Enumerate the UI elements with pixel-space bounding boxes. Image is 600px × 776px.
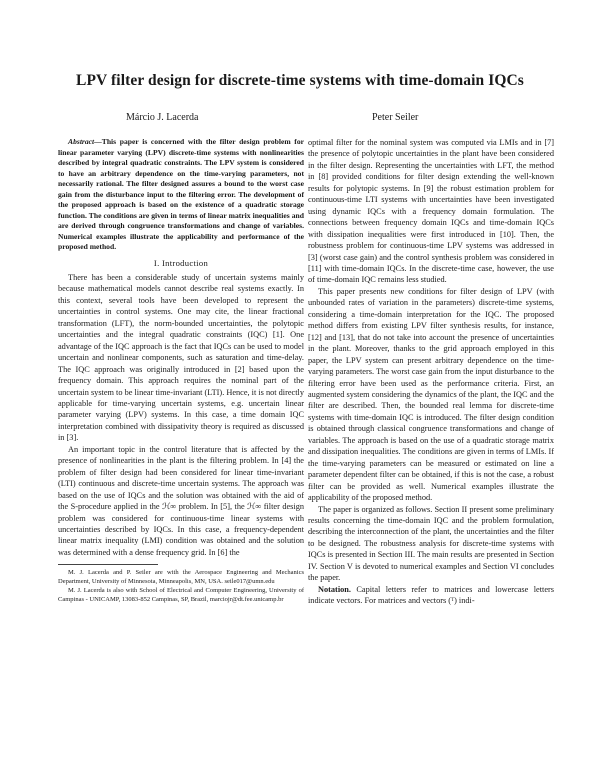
body-paragraph: There has been a considerable study of uncertain systems mainly because mathematical models cannot describe real systems exactly. In this context, several tools have been developed to represent the uncertainties in control systems. One may cite, the linear fractional transformation (LFT), the norm-bounded uncertainties, the polytopic uncertainties and the integral quadratic constraints (IQC) [1]. One advantage of the IQC approach is the fact that IQCs can be used to model uncertain and nonlinear components, such as saturation and time-delay. The IQC approach was originally introduced in [2] based upon the frequency domain. This approach requires the nominal part of the uncertain system to be linear time-invariant (LTI). Hence, it is not directly applicable for time-varying uncertain systems, e.g. uncertain linear parameter varying (LPV) systems. In this case, a time domain IQC interpretation combined with dissipativity theory is required as discussed in [3].: [58, 273, 304, 443]
paper-title: LPV filter design for discrete-time systems with time-domain IQCs: [76, 72, 524, 89]
footnote-rule: [58, 564, 158, 565]
author-name: Peter Seiler: [372, 112, 419, 123]
notation-paragraph: [308, 584, 554, 607]
footnote: M. J. Lacerda is also with School of Electrical and Computer Engineering, University of Campinas - UNICAMP, 13083-852 Campinas, SP, Brazil, marciojr@dt.fee.unicamp.br: [58, 587, 304, 603]
abstract-text: —This paper is concerned with the filter design problem for linear parameter varying (LPV) discrete-time systems with nonlinearities described by integral quadratic constraints. The LPV system is considered to have an arbitrary dependence on the time-varying parameters, not necessarily rational. The filter designed assures a bound to the worst case gain from the disturbance input to the filtering error. The development of the proposed approach is based on the existence of a quadratic storage function. The conditions are given in terms of linear matrix inequalities and are derived through congruence transformations and change of variables. Numerical examples illustrate the applicability and performance of the proposed method.: [58, 137, 304, 252]
author-name: Márcio J. Lacerda: [126, 112, 199, 123]
body-paragraph: The paper is organized as follows. Section II present some preliminary results concerning the time-domain IQC and the problem formulation, describing the interconnection of the plant, the uncertainties and the filter to be designed. The robustness analysis for discrete-time systems with IQCs is presented in Section III. The main results are presented in Section IV. Section V is devoted to numerical examples and Section VI concludes the paper.: [308, 504, 554, 583]
abstract: [58, 137, 304, 253]
abstract-label: Abstract: [68, 137, 95, 146]
notation-label: Notation.: [318, 584, 351, 594]
section-heading: I. Introduction: [153, 258, 209, 269]
right-column: [308, 137, 554, 607]
left-column: [58, 137, 304, 604]
body-paragraph: An important topic in the control literature that is affected by the presence of nonlinearities in the plant is the filtering problem. In [4] the problem of filter design had been considered for linear time-invariant (LTI) continuous and discrete-time uncertain systems. The approach was based on the use of IQCs and the solution was obtained with the aid of the S-procedure applied in the ℋ∞ problem. In [5], the ℋ∞ filter design problem was considered for continuous-time linear systems with uncertainties described by IQCs. In this case, a frequency-dependent linear matrix inequality (LMI) condition was obtained and the solution was determined with a dense frequency grid. In [6] the: [58, 444, 304, 557]
body-paragraph: This paper presents new conditions for filter design of LPV (with unbounded rates of variation in the parameters) discrete-time systems, considering a time-domain interpretation for the IQC. The proposed method differs from existing LPV filter synthesis results, for instance, [12] and [13], that do not take into account the presence of uncertainties in the plant. Moreover, thanks to the grid approach employed in this paper, the LPV system can present arbitrary dependence on the time-varying parameters. The worst case gain from the input disturbance to the filtering error have been used as the performance criteria. First, an augmented system considering the dynamics of the plant, the IQC and the filter are described. Then, the bounded real lemma for discrete-time systems with time-domain IQC is introduced. The filter design condition is obtained through classical congruence transformations and change of variables. The approach is based on the use of a quadratic storage matrix and dissipation inequalities. The conditions are given in terms of LMIs. If the time-varying parameters can be measured or estimated on line a parameter dependent filter can be obtained, if this is not the case, a robust filter can be provided as well. Numerical examples illustrate the applicability of the proposed method.: [308, 286, 554, 503]
footnote: M. J. Lacerda and P. Seiler are with the Aerospace Engineering and Mechanics Department, University of Minnesota, Minneapolis, MN, USA. seile017@umn.edu: [58, 569, 304, 585]
body-paragraph: optimal filter for the nominal system was computed via LMIs and in [7] the presence of polytopic uncertainties in the plant have been considered in the filter design. Representing the uncertainties with LFT, the method in [8] provided conditions for filter design extending the well-known results for polytopic systems. In [9] the robust estimation problem for continuous-time LTI systems with uncertainties have been investigated using dynamic IQCs with a frequency domain formulation. The connections between frequency domain IQCs and time-domain IQCs with dissipation inequalities were first introduced in [10]. Then, the robustness problem for continuous-time LPV systems was addressed in [3] (worst case gain) and the control synthesis problem was considered in [11] with time-domain IQCs. In the discrete-time case, however, the use of time-domain IQC remains less studied.: [308, 138, 554, 285]
notation-text: Capital letters refer to matrices and lowercase letters indicate vectors. For matrices and vectors (ᵀ) indi-: [308, 584, 555, 606]
